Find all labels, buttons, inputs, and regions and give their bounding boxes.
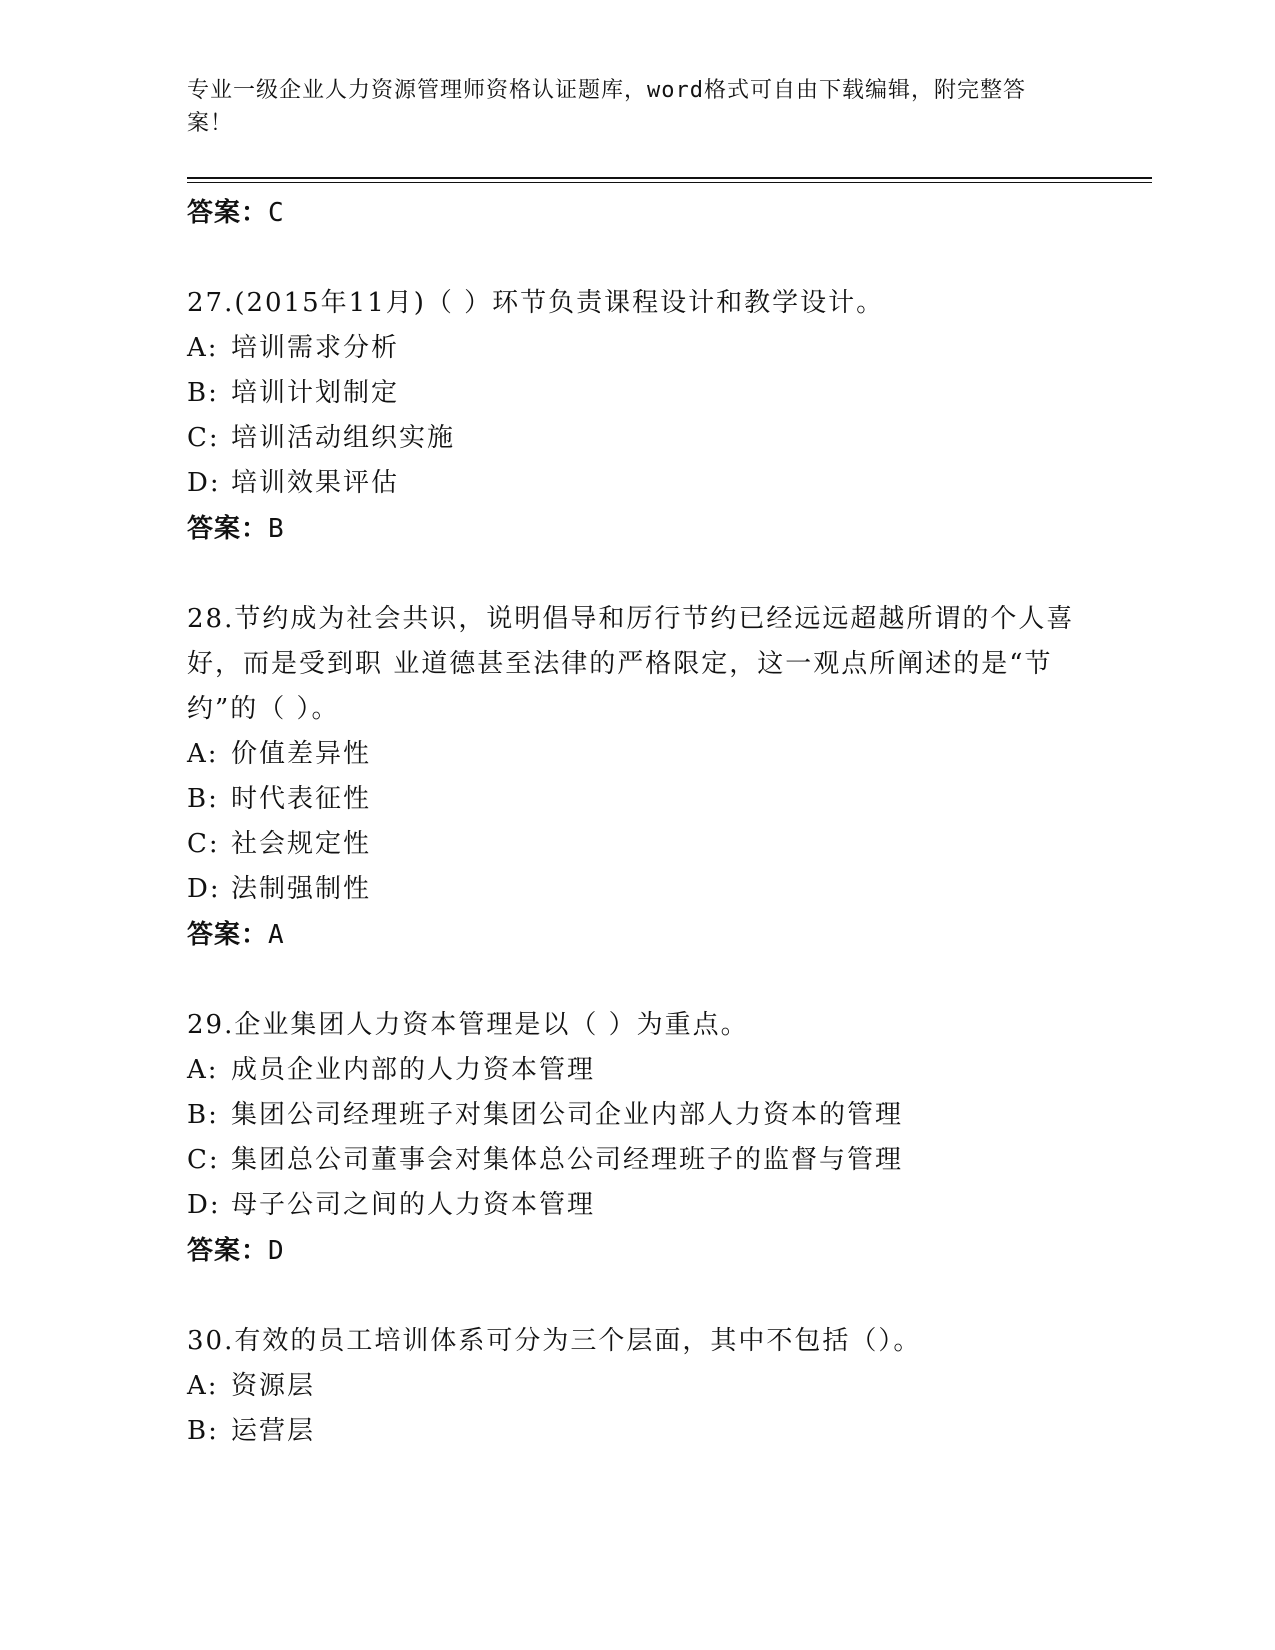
answer-line bbox=[187, 1228, 1087, 1274]
question-27 bbox=[187, 281, 1087, 552]
option-a bbox=[187, 732, 1087, 777]
answer-value: B bbox=[268, 514, 285, 544]
option-text: 培训计划制定 bbox=[231, 378, 400, 408]
option-d bbox=[187, 461, 1087, 506]
option-text: 价值差异性 bbox=[231, 739, 372, 769]
option-text: 培训效果评估 bbox=[231, 468, 400, 498]
option-key: B: bbox=[187, 1416, 219, 1446]
answer-line bbox=[187, 190, 1087, 236]
option-text: 培训活动组织实施 bbox=[231, 423, 456, 453]
option-text: 时代表征性 bbox=[231, 784, 372, 814]
option-b bbox=[187, 371, 1087, 416]
option-key: D: bbox=[187, 1190, 221, 1220]
option-key: C: bbox=[187, 1145, 220, 1175]
answer-value: D bbox=[268, 1236, 285, 1266]
header-divider-thin bbox=[187, 182, 1152, 183]
option-a bbox=[187, 326, 1087, 371]
option-key: C: bbox=[187, 423, 220, 453]
question-content bbox=[187, 190, 1087, 1454]
answer-line bbox=[187, 506, 1087, 552]
option-a bbox=[187, 1048, 1087, 1093]
option-text: 成员企业内部的人力资本管理 bbox=[231, 1055, 596, 1085]
option-c bbox=[187, 1138, 1087, 1183]
option-text: 社会规定性 bbox=[231, 829, 372, 859]
option-b bbox=[187, 1409, 1087, 1454]
answer-label: 答案： bbox=[187, 920, 269, 950]
question-stem: 27.(2015年11月)（ ）环节负责课程设计和教学设计。 bbox=[187, 288, 885, 318]
answer-label: 答案： bbox=[187, 514, 269, 544]
option-text: 集团公司经理班子对集团公司企业内部人力资本的管理 bbox=[231, 1100, 904, 1130]
option-d bbox=[187, 867, 1087, 912]
option-key: D: bbox=[187, 468, 221, 498]
answer-label: 答案： bbox=[187, 1236, 269, 1266]
option-key: A: bbox=[187, 1371, 219, 1401]
option-text: 运营层 bbox=[231, 1416, 316, 1446]
answer-label: 答案： bbox=[187, 198, 269, 228]
option-b bbox=[187, 777, 1087, 822]
option-text: 集团总公司董事会对集体总公司经理班子的监督与管理 bbox=[231, 1145, 904, 1175]
answer-line bbox=[187, 912, 1087, 958]
option-key: B: bbox=[187, 1100, 219, 1130]
option-key: D: bbox=[187, 874, 221, 904]
option-key: A: bbox=[187, 333, 219, 363]
option-text: 资源层 bbox=[231, 1371, 316, 1401]
option-key: B: bbox=[187, 784, 219, 814]
question-stem: 29.企业集团人力资本管理是以（ ）为重点。 bbox=[187, 1010, 749, 1040]
option-key: C: bbox=[187, 829, 220, 859]
option-key: A: bbox=[187, 1055, 219, 1085]
question-29 bbox=[187, 1003, 1087, 1274]
option-text: 培训需求分析 bbox=[231, 333, 400, 363]
answer-value: C bbox=[268, 198, 285, 228]
question-28 bbox=[187, 597, 1087, 958]
option-c bbox=[187, 822, 1087, 867]
header-divider-thick bbox=[187, 177, 1152, 179]
option-c bbox=[187, 416, 1087, 461]
question-stem: 28.节约成为社会共识，说明倡导和厉行节约已经远远超越所谓的个人喜好，而是受到职 业道德甚至法律的严格限定，这一观点所阐述的是“节约”的（ ）。 bbox=[187, 604, 1075, 724]
question-stem: 30.有效的员工培训体系可分为三个层面，其中不包括（）。 bbox=[187, 1326, 922, 1356]
option-key: B: bbox=[187, 378, 219, 408]
option-d bbox=[187, 1183, 1087, 1228]
option-text: 母子公司之间的人力资本管理 bbox=[231, 1190, 596, 1220]
option-a bbox=[187, 1364, 1087, 1409]
question-30 bbox=[187, 1319, 1087, 1454]
option-key: A: bbox=[187, 739, 219, 769]
option-text: 法制强制性 bbox=[231, 874, 372, 904]
option-b bbox=[187, 1093, 1087, 1138]
answer-value: A bbox=[268, 920, 285, 950]
page-header: 专业一级企业人力资源管理师资格认证题库，word格式可自由下载编辑，附完整答案！ bbox=[187, 78, 1026, 136]
